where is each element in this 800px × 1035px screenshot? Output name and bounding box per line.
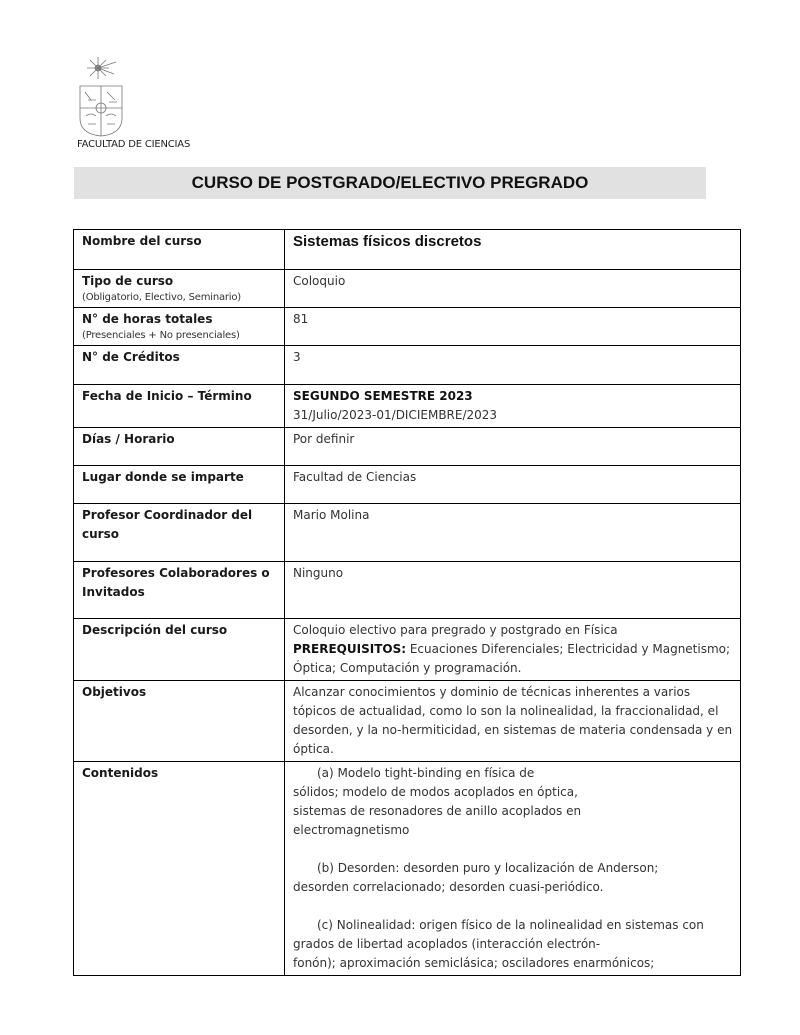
page-title: CURSO DE POSTGRADO/ELECTIVO PREGRADO [191, 173, 589, 192]
contenido-a-line4: electromagnetismo [293, 823, 410, 837]
table-row-colaboradores [74, 562, 741, 619]
prereq-text: Ecuaciones Diferenciales; Electricidad y Magnetismo; Óptica; Computación y programación. [293, 642, 731, 675]
value-horas: 81 [285, 308, 741, 346]
contenido-c-line1: (c) Nolinealidad: origen físico de la nolinealidad en sistemas con [317, 918, 704, 932]
value-lugar: Facultad de Ciencias [285, 466, 741, 504]
value-contenidos [285, 762, 741, 976]
value-colaboradores: Ninguno [285, 562, 741, 619]
table-row-creditos [74, 346, 741, 385]
table-row-fecha [74, 385, 741, 428]
contenido-b-line1: (b) Desorden: desorden puro y localización de Anderson; [317, 861, 659, 875]
label-tipo-sub: (Obligatorio, Electivo, Seminario) [82, 292, 241, 303]
contenido-c-line2: grados de libertad acoplados (interacción electrón- [293, 937, 601, 951]
table-row-tipo [74, 270, 741, 308]
label-coordinador: Profesor Coordinador del curso [74, 504, 285, 562]
value-fecha [285, 385, 741, 428]
prereq-label: PREREQUISITOS: [293, 642, 407, 656]
title-banner [74, 167, 706, 199]
contenido-c-line3: fonón); aproximación semiclásica; osciladores enarmónicos; [293, 956, 655, 970]
label-objetivos: Objetivos [74, 681, 285, 762]
table-row-descripcion [74, 619, 741, 681]
label-creditos: N° de Créditos [74, 346, 285, 385]
label-nombre: Nombre del curso [74, 230, 285, 270]
prereq-paragraph [293, 640, 734, 678]
label-tipo [74, 270, 285, 308]
course-name: Sistemas físicos discretos [293, 233, 482, 250]
descripcion-line: Coloquio electivo para pregrado y postgrado en Física [293, 623, 618, 637]
value-descripcion [285, 619, 741, 681]
value-objetivos: Alcanzar conocimientos y dominio de técnicas inherentes a varios tópicos de actualidad, como lo son la nolinealidad, la fraccionalidad, el desorden, y la no-hermiticidad, en sistemas de materia condensada y en óptica. [285, 681, 741, 762]
table-row-coordinador [74, 504, 741, 562]
label-fecha: Fecha de Inicio – Término [74, 385, 285, 428]
university-crest-logo [76, 56, 128, 138]
label-lugar: Lugar donde se imparte [74, 466, 285, 504]
table-row-lugar [74, 466, 741, 504]
contenido-a-line1: (a) Modelo tight-binding en física de [317, 766, 535, 780]
value-dias: Por definir [285, 428, 741, 466]
course-info-table [73, 229, 741, 976]
faculty-name: FACULTAD DE CIENCIAS [77, 139, 191, 150]
value-tipo: Coloquio [285, 270, 741, 308]
label-dias: Días / Horario [74, 428, 285, 466]
table-row-contenidos [74, 762, 741, 976]
spacer [293, 840, 734, 859]
label-tipo-text: Tipo de curso [82, 274, 174, 288]
label-contenidos: Contenidos [74, 762, 285, 976]
label-descripcion: Descripción del curso [74, 619, 285, 681]
contenido-b-line2: desorden correlacionado; desorden cuasi-periódico. [293, 880, 604, 894]
table-row-objetivos [74, 681, 741, 762]
label-horas [74, 308, 285, 346]
value-nombre [285, 230, 741, 270]
table-row-nombre [74, 230, 741, 270]
label-horas-text: N° de horas totales [82, 312, 213, 326]
fecha-range: 31/Julio/2023-01/DICIEMBRE/2023 [293, 408, 498, 422]
contenido-a-line3: sistemas de resonadores de anillo acoplados en [293, 804, 582, 818]
label-horas-sub: (Presenciales + No presenciales) [82, 330, 240, 341]
table-row-horas [74, 308, 741, 346]
spacer [293, 897, 734, 916]
value-creditos: 3 [285, 346, 741, 385]
value-coordinador: Mario Molina [285, 504, 741, 562]
label-colaboradores: Profesores Colaboradores o Invitados [74, 562, 285, 619]
contenido-a-line2: sólidos; modelo de modos acoplados en óptica, [293, 785, 578, 799]
table-row-dias [74, 428, 741, 466]
fecha-semester: SEGUNDO SEMESTRE 2023 [293, 389, 473, 403]
